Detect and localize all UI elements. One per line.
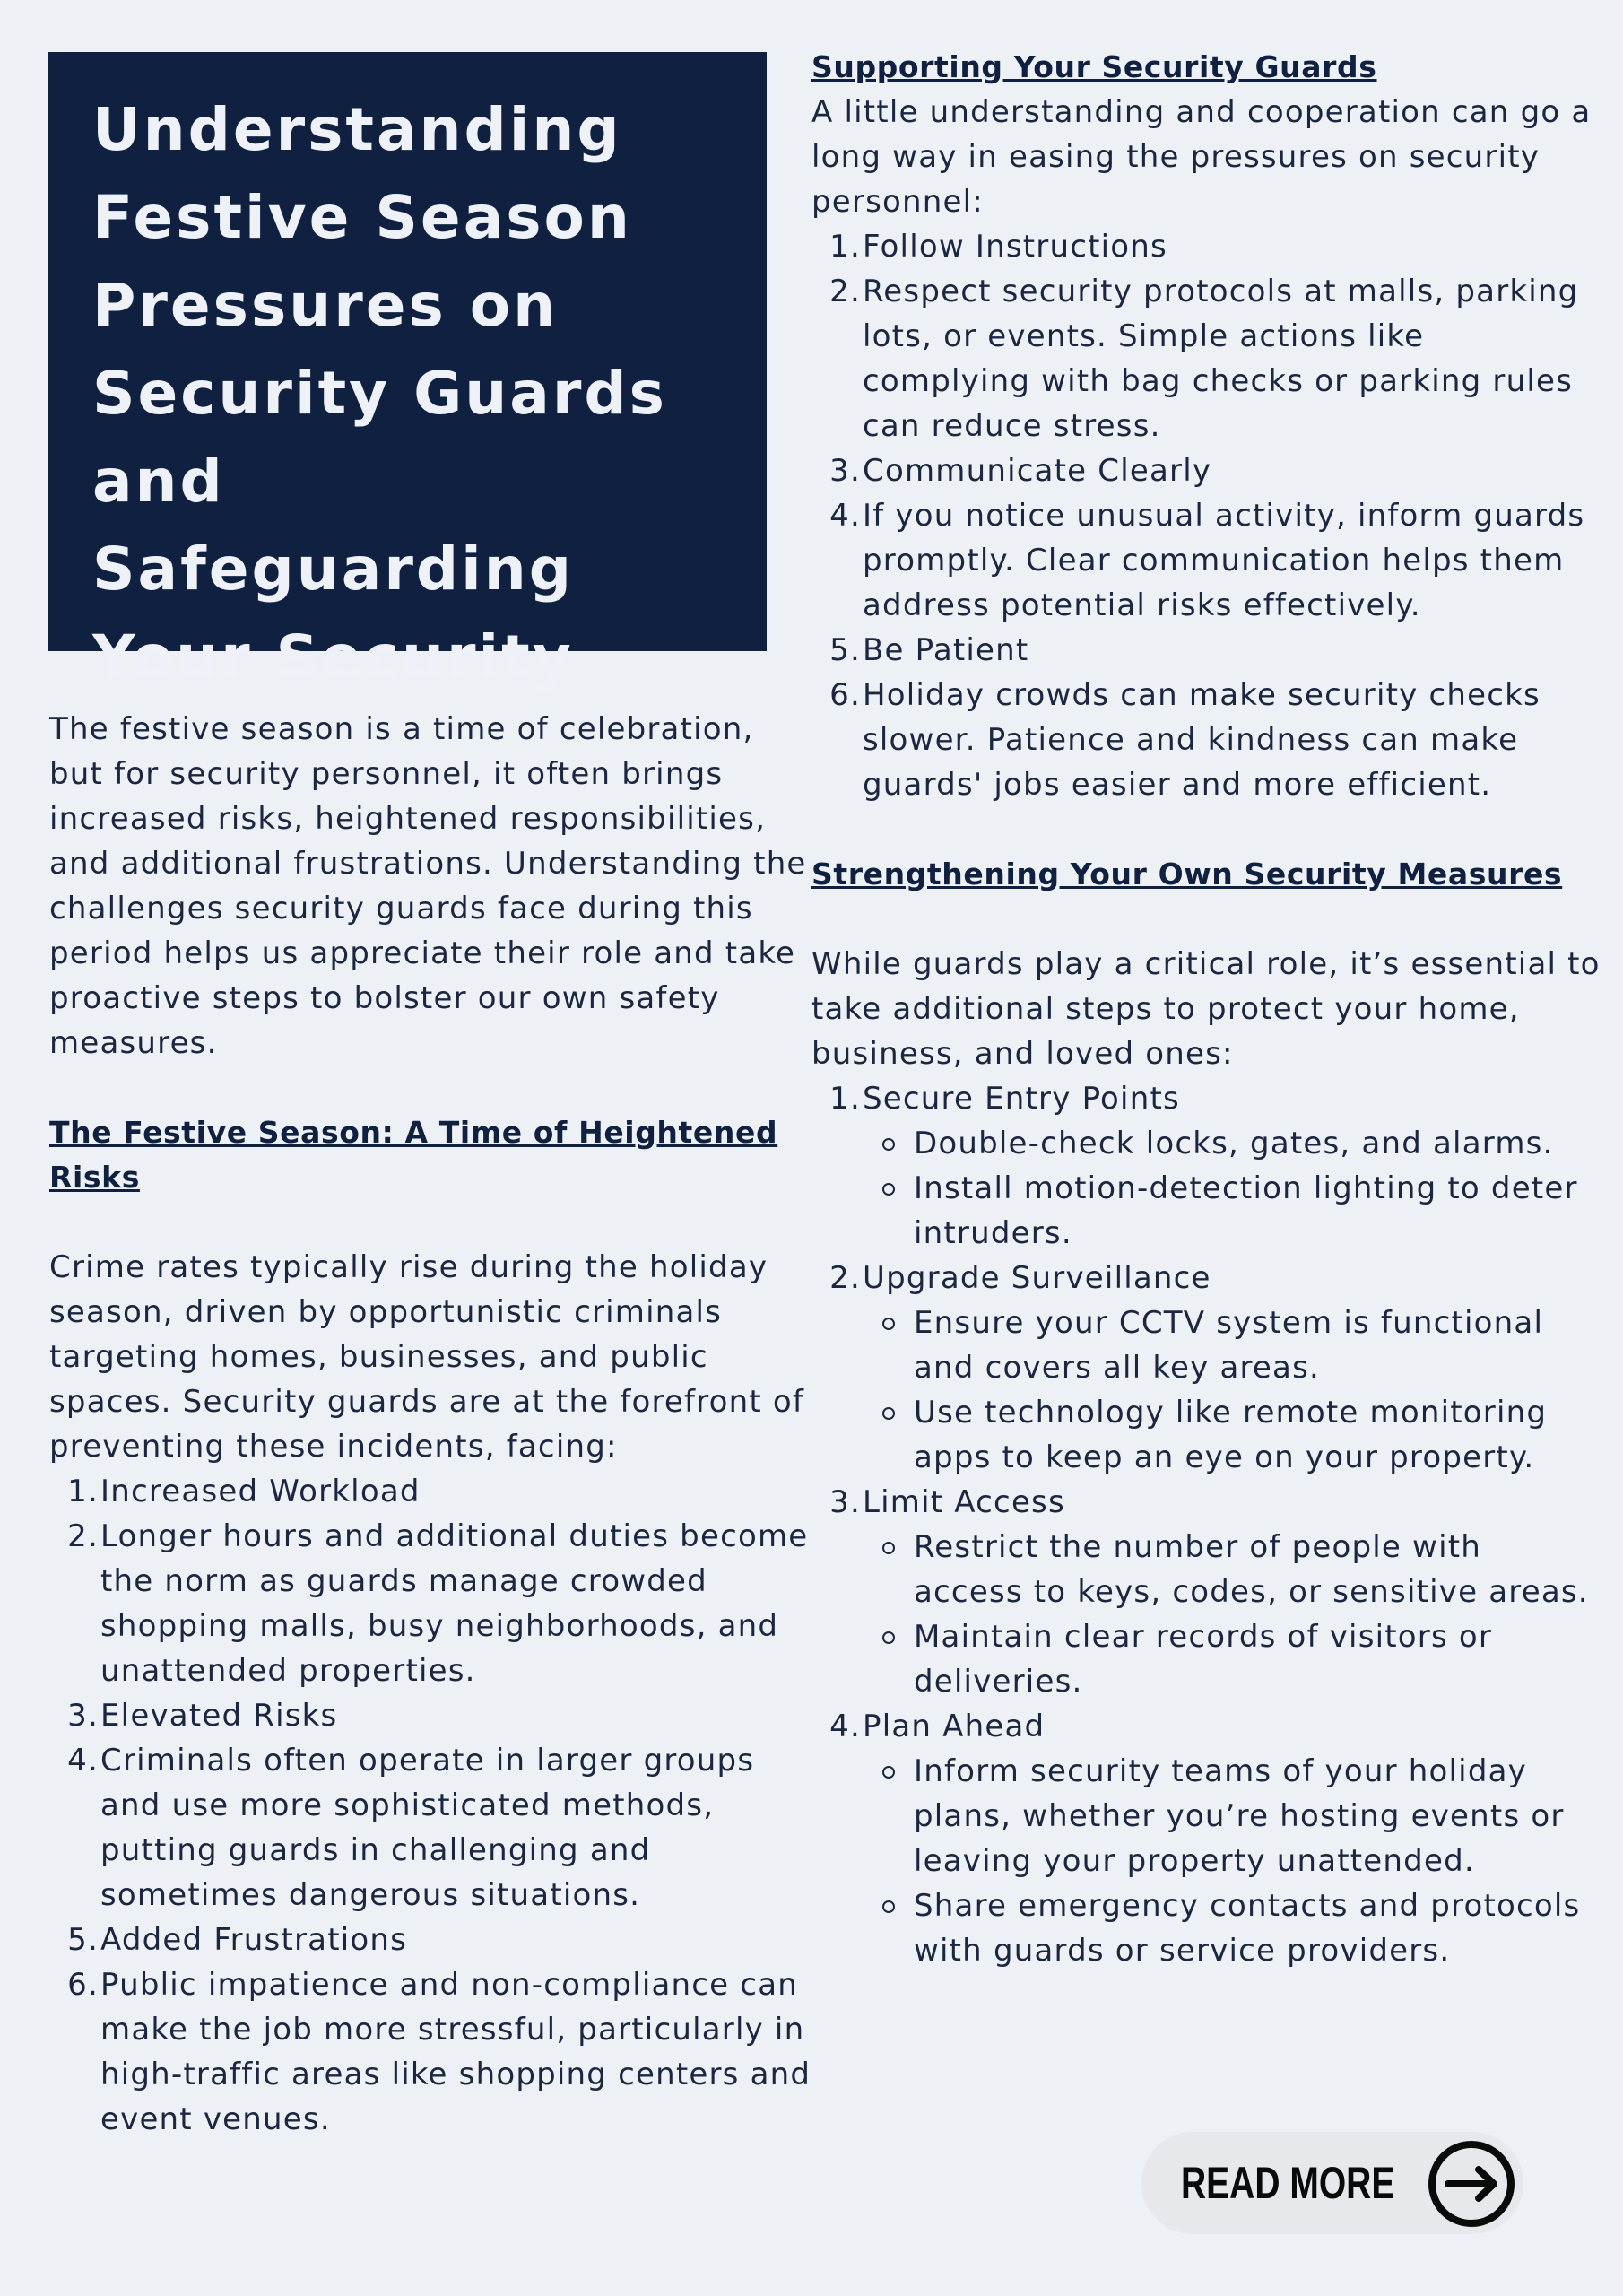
right-column (812, 45, 1601, 1973)
list-item: 4. Criminals often operate in larger groups and use more sophisticated methods, putting guards in challenging and sometimes dangerous situations. (67, 1743, 755, 1913)
sub-list (812, 1749, 1601, 1973)
list-item: 5. Added Frustrations (67, 1922, 408, 1958)
list-item: 6. Holiday crowds can make security checks slower. Patience and kindness can make guards' jobs easier and more efficient. (829, 677, 1541, 803)
bullet-icon (882, 1407, 895, 1420)
sub-list (812, 1121, 1601, 1256)
page-title: Understanding Festive Season Pressures on Security Guards and Safeguarding Your Security (92, 95, 667, 691)
list-item: 4. If you notice unusual activity, inform guards promptly. Clear communication helps them address potential risks effectively. (829, 498, 1585, 623)
bullet-icon (882, 1900, 895, 1913)
sub-list-item: Ensure your CCTV system is functional and covers all key areas. (863, 1300, 1601, 1390)
left-column (49, 707, 812, 2142)
section-heading-strengthening: Strengthening Your Own Security Measures (812, 857, 1563, 891)
strengthening-list (812, 1076, 1601, 1121)
supporting-paragraph: A little understanding and cooperation can go a long way in easing the pressures on security personnel: (812, 94, 1592, 220)
intro-paragraph: The festive season is a time of celebration, but for security personnel, it often brings increased risks, heightened responsibilities, and additional frustrations. Understanding the challenges security guards face during this period helps us appreciate their role and take proactive steps to bolster our own safety measures. (49, 711, 807, 1061)
bullet-icon (882, 1542, 895, 1554)
sub-list-item: Use technology like remote monitoring apps to keep an eye on your property. (863, 1390, 1601, 1480)
list-item: 6. Public impatience and non-compliance can make the job more stressful, particularly in high-traffic areas like shopping centers and event venues. (67, 1967, 812, 2137)
bullet-icon (882, 1138, 895, 1151)
list-item: 4. Plan Ahead (829, 1709, 1046, 1744)
sub-list-item: Restrict the number of people with access to keys, codes, or sensitive areas. (863, 1525, 1601, 1614)
risks-paragraph: Crime rates typically rise during the holiday season, driven by opportunistic criminals targeting homes, businesses, and public spaces. Security guards are at the forefront of preventing these incidents, facing: (49, 1249, 805, 1465)
list-item: 5. Be Patient (829, 632, 1029, 668)
bullet-icon (882, 1766, 895, 1779)
bullet-icon (882, 1318, 895, 1330)
sub-list-item: Inform security teams of your holiday plans, whether you’re hosting events or leaving your property unattended. (863, 1749, 1601, 1883)
list-item: 2. Upgrade Surveillance (829, 1260, 1211, 1296)
sub-list-item: Install motion-detection lighting to deter intruders. (863, 1166, 1601, 1256)
arrow-right-circle-icon (1427, 2139, 1516, 2229)
supporting-list (812, 224, 1601, 807)
list-item: 3. Communicate Clearly (829, 453, 1212, 489)
bullet-icon (882, 1183, 895, 1196)
sub-list-item: Double-check locks, gates, and alarms. (863, 1121, 1601, 1166)
bullet-icon (882, 1631, 895, 1644)
list-item: 3. Elevated Risks (67, 1698, 338, 1734)
strengthening-paragraph: While guards play a critical role, it’s essential to take additional steps to protect your home, business, and loved ones: (812, 946, 1601, 1072)
section-heading-risks: The Festive Season: A Time of Heightened Risks (49, 1115, 778, 1195)
list-item: 2. Longer hours and additional duties become the norm as guards manage crowded shopping malls, busy neighborhoods, and unattended properties. (67, 1518, 809, 1689)
read-more-label: READ MORE (1181, 2158, 1395, 2208)
sub-list (812, 1300, 1601, 1480)
read-more-button[interactable] (1141, 2132, 1523, 2234)
sub-list (812, 1525, 1601, 1704)
list-item: 1. Follow Instructions (829, 229, 1167, 265)
section-heading-supporting: Supporting Your Security Guards (812, 49, 1377, 84)
sub-list-item: Maintain clear records of visitors or deliveries. (863, 1614, 1601, 1704)
list-item: 1. Secure Entry Points (829, 1081, 1180, 1117)
list-item: 2. Respect security protocols at malls, parking lots, or events. Simple actions like complying with bag checks or parking rules can reduce stress. (829, 274, 1579, 444)
title-banner (48, 52, 767, 691)
risks-list (49, 1469, 812, 2142)
list-item: 3. Limit Access (829, 1484, 1065, 1520)
list-item: 1. Increased Workload (67, 1474, 421, 1509)
sub-list-item: Share emergency contacts and protocols with guards or service providers. (863, 1883, 1601, 1973)
